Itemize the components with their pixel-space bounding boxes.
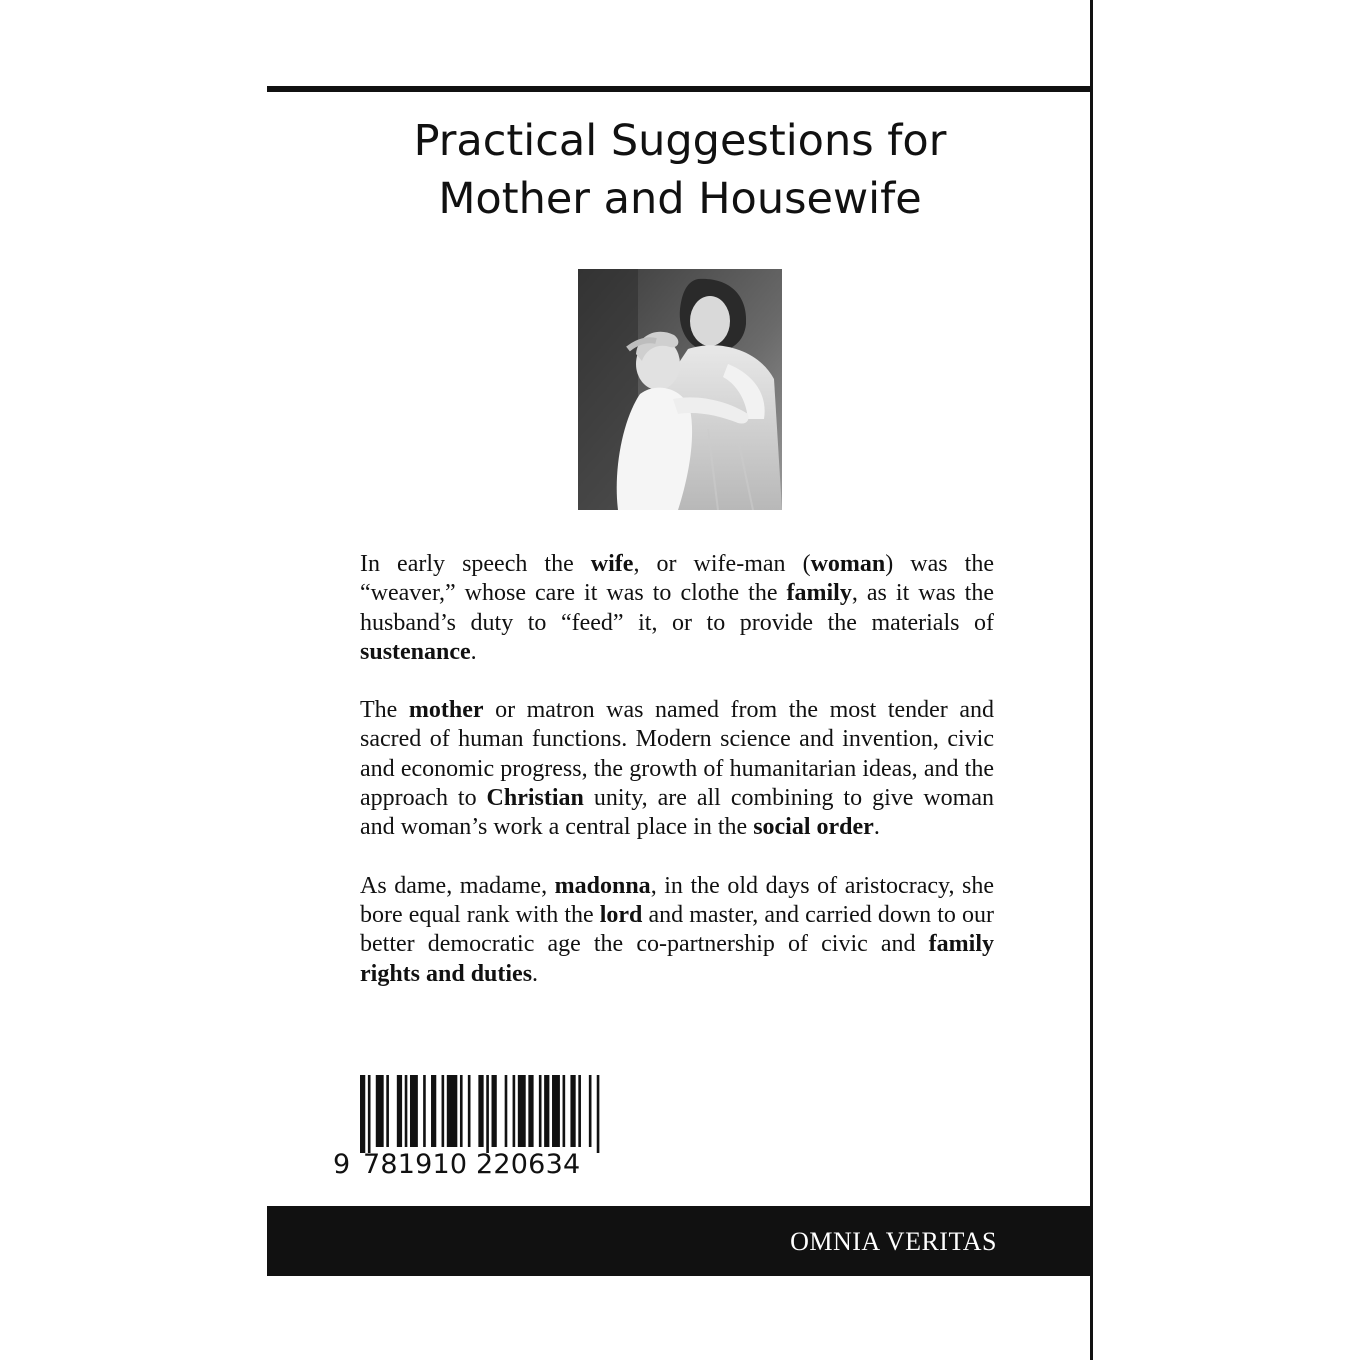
illustration-drawing — [578, 269, 782, 510]
emphasized-term: woman — [810, 551, 886, 577]
emphasized-term: wife — [590, 551, 634, 577]
blurb-text-run: . — [470, 638, 477, 665]
blurb-text-run: or matron was named from the most tender and sacred of human functions. Modern science and invention, civic and economic progress, the growth of humanitarian ideas, and the approach to — [360, 697, 995, 812]
barcode-bar — [578, 1075, 581, 1147]
barcode-bar — [376, 1075, 384, 1147]
barcode-bar — [518, 1075, 526, 1147]
barcode-bar — [447, 1075, 458, 1147]
barcode-bar — [386, 1075, 389, 1147]
barcode-bar — [528, 1075, 533, 1147]
barcode-bar — [486, 1075, 489, 1153]
barcode-bar — [442, 1075, 445, 1147]
emphasized-term: family — [786, 580, 852, 607]
emphasized-term: sustenance — [360, 638, 471, 665]
barcode-bar — [460, 1075, 463, 1147]
barcode-bar — [478, 1075, 483, 1147]
barcode-bar — [552, 1075, 560, 1147]
barcode-bar — [589, 1075, 592, 1147]
emphasized-term: Christian — [486, 785, 584, 812]
blurb-text-run: . — [532, 960, 539, 987]
blurb-text-run: ) was the “weaver,” whose care it was to clothe the — [360, 551, 994, 607]
publisher-band — [267, 1206, 1093, 1276]
blurb-text-run: In early speech the — [360, 551, 591, 577]
barcode-bar — [431, 1075, 436, 1147]
barcode-bar — [468, 1075, 471, 1147]
barcode-bar — [505, 1075, 508, 1147]
publisher-logo — [790, 1228, 997, 1256]
barcode-bar — [570, 1075, 575, 1147]
book-title — [267, 112, 1093, 228]
publisher-name: OMNIA VERITAS — [790, 1227, 997, 1256]
blurb-text-run: , or wife-man ( — [633, 551, 811, 577]
isbn-barcode — [333, 1075, 603, 1180]
barcode-bar — [423, 1075, 426, 1147]
book-title-line-1: Practical Suggestions for — [413, 116, 947, 166]
blurb-paragraph — [360, 550, 994, 667]
barcode-first-digit: 9 — [333, 1149, 351, 1180]
barcode-digits: 781910 220634 — [363, 1149, 581, 1180]
emphasized-term: madonna — [554, 872, 651, 899]
barcode-bar — [597, 1075, 600, 1153]
blurb-text-run: The — [360, 697, 409, 724]
back-cover-blurb — [360, 550, 994, 1018]
barcode-bar — [368, 1075, 371, 1153]
blurb-text-run: . — [873, 814, 880, 841]
book-title-line-2: Mother and Housewife — [438, 174, 922, 224]
blurb-text-run: and master, and carried down to our better democratic age the co-partnership of civic and — [360, 901, 994, 958]
emphasized-term: lord — [599, 901, 643, 928]
blurb-text-run: As dame, madame, — [360, 872, 555, 899]
mother-and-child-illustration — [578, 269, 782, 510]
blurb-paragraph — [360, 696, 994, 842]
emphasized-term: mother — [408, 697, 484, 724]
emphasized-term: social order — [753, 814, 874, 841]
barcode-bar — [513, 1075, 516, 1147]
barcode-bar — [539, 1075, 542, 1147]
top-rule — [267, 86, 1093, 92]
blurb-text-run: , in the old days of aristocracy, she bore equal rank with the — [360, 872, 995, 928]
barcode-bar — [405, 1075, 408, 1147]
barcode-bar — [492, 1075, 497, 1147]
emphasized-term: family rights and duties — [360, 931, 994, 987]
blurb-text-run: unity, are all combining to give woman and woman’s work a central place in the — [360, 785, 994, 841]
barcode-bar — [360, 1075, 365, 1153]
barcode-bar — [544, 1075, 549, 1147]
barcode-bar — [410, 1075, 418, 1147]
blurb-paragraph — [360, 872, 994, 989]
blurb-text-run: , as it was the husband’s duty to “feed” it, or to provide the materials of — [360, 580, 994, 636]
barcode-bars — [360, 1075, 602, 1153]
barcode-bar — [397, 1075, 402, 1147]
barcode-bar — [563, 1075, 566, 1147]
